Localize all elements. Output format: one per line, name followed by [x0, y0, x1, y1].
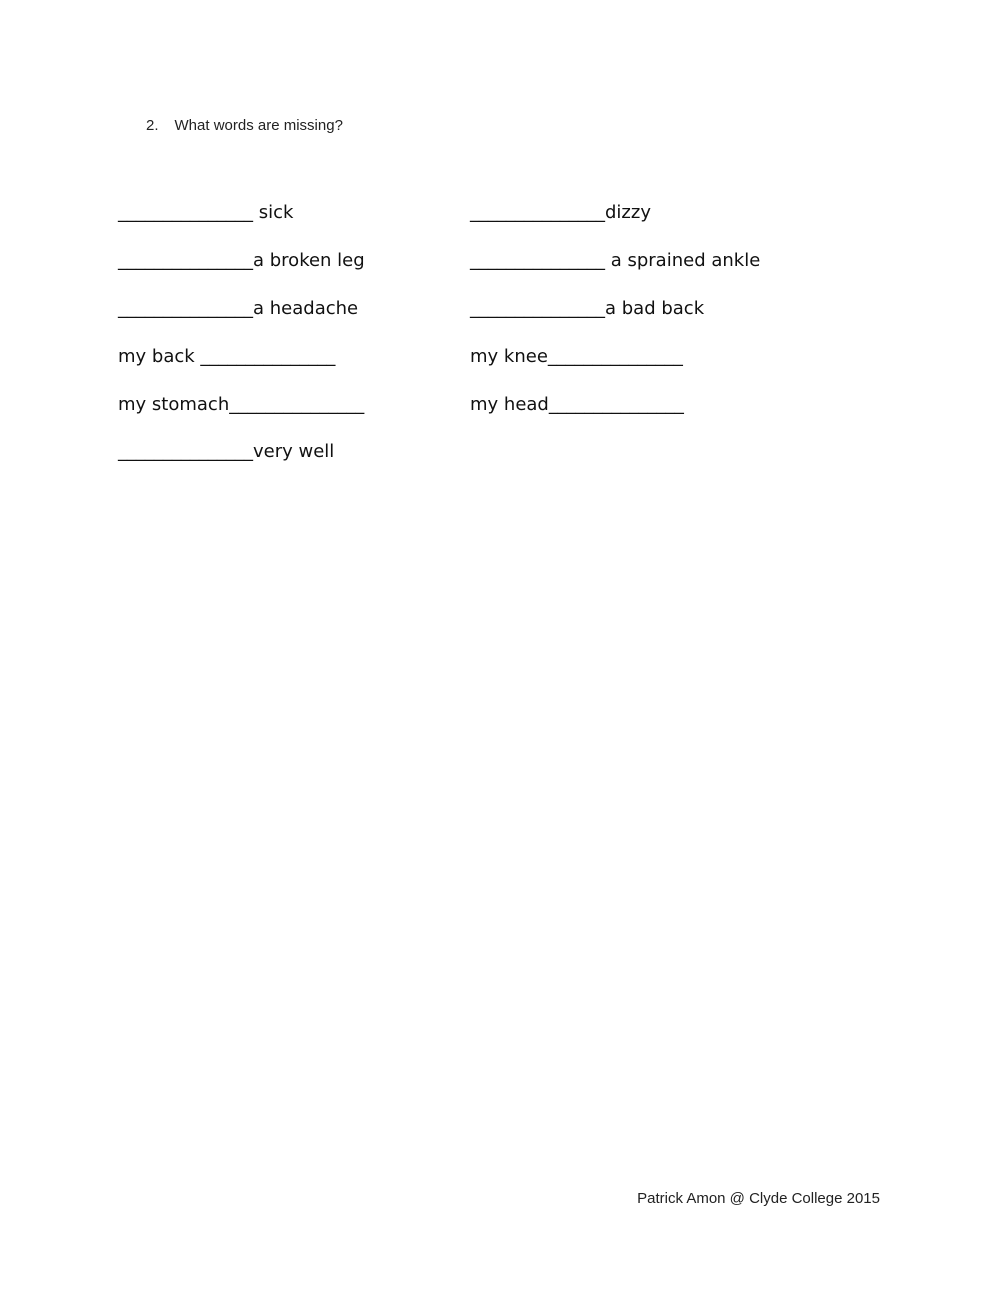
footer-credit: Patrick Amon @ Clyde College 2015	[637, 1190, 880, 1207]
blank-item: _______________dizzy	[470, 202, 651, 223]
blank-item: my knee_______________	[470, 346, 683, 367]
blank-item: my stomach_______________	[118, 394, 365, 415]
blank-item: _______________ a sprained ankle	[470, 250, 761, 271]
question-text: What words are missing?	[174, 117, 343, 134]
question-heading	[146, 117, 343, 134]
blank-item: my head_______________	[470, 394, 684, 415]
blank-item: _______________a headache	[118, 298, 359, 319]
blank-item: _______________ sick	[118, 202, 294, 223]
question-number: 2.	[146, 117, 159, 134]
blank-item: my back _______________	[118, 346, 336, 367]
blank-item: _______________a broken leg	[118, 250, 365, 271]
blank-item: _______________very well	[118, 441, 335, 462]
blank-item: _______________a bad back	[470, 298, 705, 319]
